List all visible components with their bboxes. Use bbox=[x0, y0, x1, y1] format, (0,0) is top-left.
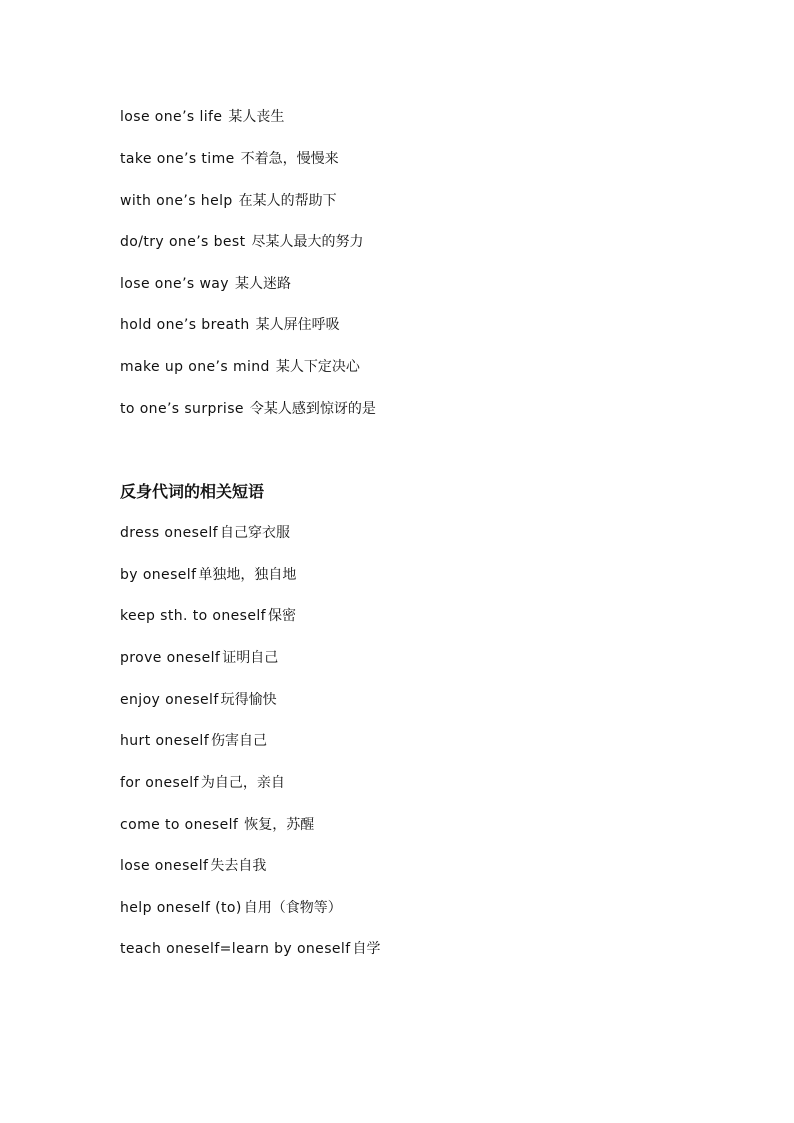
phrase-english: make up one’s mind bbox=[120, 359, 270, 375]
phrase-line bbox=[120, 691, 277, 709]
phrase-line bbox=[120, 732, 267, 750]
phrase-line bbox=[120, 192, 337, 210]
phrase-english: with one’s help bbox=[120, 193, 233, 209]
phrase-english: dress oneself bbox=[120, 525, 218, 541]
phrase-english: hurt oneself bbox=[120, 733, 210, 749]
phrase-english: teach oneself=learn by oneself bbox=[120, 941, 351, 957]
phrase-english: by oneself bbox=[120, 567, 197, 583]
phrase-line bbox=[120, 108, 284, 126]
phrase-chinese: 伤害自己 bbox=[211, 733, 268, 749]
phrase-chinese: 某人迷路 bbox=[234, 276, 291, 292]
phrase-line bbox=[120, 649, 278, 667]
phrase-line bbox=[120, 400, 376, 418]
phrase-chinese: 某人丧生 bbox=[228, 109, 285, 125]
phrase-line bbox=[120, 233, 363, 251]
phrase-english: for oneself bbox=[120, 775, 199, 791]
phrase-chinese: 失去自我 bbox=[210, 858, 267, 874]
phrase-chinese: 某人屏住呼吸 bbox=[255, 317, 340, 333]
phrase-chinese: 令某人感到惊讶的是 bbox=[249, 401, 376, 417]
phrase-line bbox=[120, 816, 314, 834]
phrase-chinese: 自学 bbox=[352, 941, 381, 957]
section-heading: 反身代词的相关短语 bbox=[120, 482, 265, 501]
phrase-english: to one’s surprise bbox=[120, 401, 244, 417]
phrase-chinese: 在某人的帮助下 bbox=[238, 193, 337, 209]
phrase-english: come to oneself bbox=[120, 817, 239, 833]
phrase-english: do/try one’s best bbox=[120, 234, 246, 250]
phrase-line bbox=[120, 774, 285, 792]
phrase-english: lose oneself bbox=[120, 858, 209, 874]
phrase-line bbox=[120, 358, 360, 376]
phrase-chinese: 单独地，独自地 bbox=[198, 567, 297, 583]
phrase-chinese: 自用（食物等） bbox=[243, 900, 342, 916]
phrase-line bbox=[120, 316, 340, 334]
phrase-english: keep sth. to oneself bbox=[120, 608, 267, 624]
phrase-english: lose one’s life bbox=[120, 109, 223, 125]
phrase-chinese: 为自己，亲自 bbox=[200, 775, 285, 791]
phrase-chinese: 尽某人最大的努力 bbox=[251, 234, 364, 250]
phrase-line bbox=[120, 524, 290, 542]
phrase-english: enjoy oneself bbox=[120, 692, 219, 708]
phrase-chinese: 恢复，苏醒 bbox=[244, 817, 315, 833]
phrase-line bbox=[120, 899, 342, 917]
phrase-english: hold one’s breath bbox=[120, 317, 250, 333]
phrase-english: help oneself (to) bbox=[120, 900, 242, 916]
phrase-english: lose one’s way bbox=[120, 276, 229, 292]
phrase-line bbox=[120, 150, 339, 168]
phrase-line bbox=[120, 857, 266, 875]
phrase-chinese: 不着急，慢慢来 bbox=[240, 151, 339, 167]
phrase-line bbox=[120, 566, 296, 584]
phrase-chinese: 自己穿衣服 bbox=[219, 525, 290, 541]
phrase-chinese: 某人下定决心 bbox=[275, 359, 360, 375]
phrase-line bbox=[120, 607, 296, 625]
phrase-chinese: 玩得愉快 bbox=[220, 692, 277, 708]
phrase-chinese: 证明自己 bbox=[222, 650, 279, 666]
phrase-english: prove oneself bbox=[120, 650, 221, 666]
phrase-chinese: 保密 bbox=[268, 608, 297, 624]
phrase-english: take one’s time bbox=[120, 151, 235, 167]
phrase-line bbox=[120, 275, 291, 293]
phrase-line bbox=[120, 940, 381, 958]
